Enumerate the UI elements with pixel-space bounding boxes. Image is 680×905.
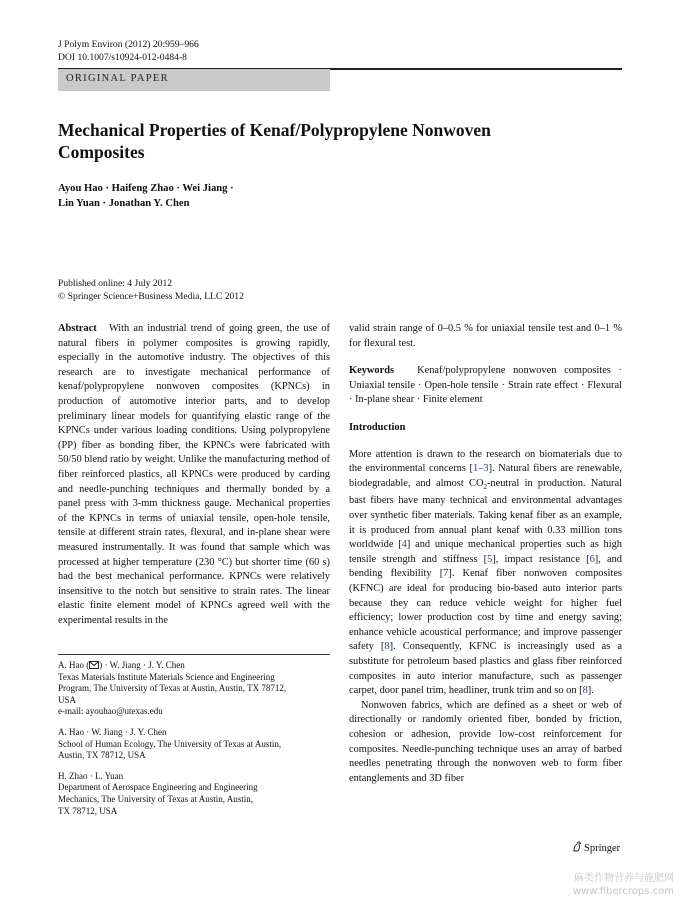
keywords-text: Kenaf/polypropylene nonwoven composites · Uniaxial tensile · Open-hole tensile · Strain rate effect · Flexural · In-plane shear · Finite element [349,365,622,406]
introduction-paragraph-2: Nonwoven fabrics, which are defined as a sheet or web of directionally or randomly oriented fiber, bonded by friction, cohesion or adhesion, provide low-cost reinforcement for composites. Needle-punching technique uses an array of barbed needles penetrating through the nonwoven web to form fiber entanglements and 3D fiber [349,699,622,784]
journal-line: J Polym Environ (2012) 20:959–966 [58,39,199,50]
citation-link[interactable]: 7 [443,568,449,580]
keywords [349,364,622,408]
watermark-line-1: 麻类作物营养与施肥网 [574,873,674,884]
publisher-name: Springer [584,843,621,854]
author-list [58,181,234,211]
introduction-paragraph-1: More attention is drawn to the research on biomaterials due to the environmental concerns [1–3]. Natural fibers are renewable, biodegradable, and almost $CO_2$-neutral in production. Natural bast fibers have many technical and environmental advantages over synthetic fiber materials. Taking kenaf fiber as an example, it is produced from annual plant kenaf with 0.33 million tons worldwide [4] and unique mechanical properties such as high tensile strength and stiffness [5], impact resistance [6], and bending flexibility [7]. Kenaf fiber nonwoven composites (KFNC) are ideal for producing bio-based auto interior parts because they can reduce vehicle weight for higher fuel efficiency; lower production cost by time and energy saving; enhance vehicle acoustical performance; and improve passenger safety [8]. Consequently, KFNC is increasingly used as a substitute for petroleum based plastics and glass fiber reinforced composites in auto interior manufacture, such as passenger carpet, door panel trim, headliner, trunk trim and so on [8]. [349,448,623,697]
springer-horse-icon [572,841,582,852]
citation-link[interactable]: 1–3 [473,463,489,475]
affiliation-rule [58,654,330,655]
abstract-column [58,322,330,628]
article-type-banner [58,69,330,91]
right-column [349,322,622,786]
published-date: Published online: 4 July 2012 [58,278,173,289]
keywords-label: Keywords [349,365,395,377]
citation-link[interactable]: 6 [589,553,595,565]
abstract-label: Abstract [58,323,97,334]
authors-line-2: Lin Yuan · Jonathan Y. Chen [58,198,190,209]
paper-title [58,119,578,163]
watermark-line-2: www.fibercrops.com [572,886,674,897]
title-line-1: Mechanical Properties of Kenaf/Polypropylene Nonwoven [58,120,491,140]
affiliations [58,660,330,826]
affiliation-1: A. Hao ( ) · W. Jiang · J. Y. Chen Texas Materials Institute Materials Science and Engineering Program, The University of Texas at Austin, Austin, TX 78712, USA e-mail: ayouhao@utexas.edu [58,660,287,717]
article-type-label: ORIGINAL PAPER [66,73,169,84]
envelope-icon [89,660,99,670]
citation-link[interactable]: 8 [582,685,588,697]
citation-link[interactable]: 8 [384,641,390,653]
publication-info [58,278,244,303]
abstract-text: With an industrial trend of going green, the use of natural fibers in polymer composites is growing rapidly, especially in the automotive industry. The objectives of this research are to investigate mechanical performance of kenaf/polypropylene nonwoven composites (KPNCs) in production of automotive interior parts, and to develop preliminary linear models for quantifying elastic range of the KPNCs under various loading conditions. Using polypropylene (PP) fiber as bonding fiber, the KPNCs were fabricated with 50/50 blend ratio by weight. Unlike the manufacturing method of fiber reinforced plastics, all KPNCs were produced by carding and needle-punching techniques and thermally bonded by a panel press with 3-mm thickness gauge. Mechanical properties of the KPNCs in terms of uniaxial tensile, open-hole tensile, tensile at different strain rates, flexural, and in-plane shear were measured instrumentally. It was found that sample which was processed at higher temperature (230 °C) but shorter time (60 s) had the best mechanical performance. KPNCs were relatively insensitive to the notch but sensitive to strain rates. The linear elastic finite element model of KPNCs agreed well with the experimental results in the [58,323,330,626]
publisher-logo [572,841,620,854]
copyright: © Springer Science+Business Media, LLC 2012 [58,290,244,302]
introduction-heading: Introduction [349,421,406,433]
affiliation-3: H. Zhao · L. Yuan Department of Aerospace Engineering and Engineering Mechanics, The University of Texas at Austin, Austin, TX 78712, USA [58,770,258,816]
doi-line: DOI 10.1007/s10924-012-0484-8 [58,52,187,63]
affiliation-2: A. Hao · W. Jiang · J. Y. Chen School of Human Ecology, The University of Texas at Austin, Austin, TX 78712, USA [58,726,282,761]
authors-line-1: Ayou Hao · Haifeng Zhao · Wei Jiang · [58,183,234,194]
abstract [58,322,330,628]
site-watermark [573,872,674,898]
citation-link[interactable]: 5 [487,553,493,565]
citation-link[interactable]: 4 [401,539,407,551]
title-line-2: Composites [58,142,145,162]
contact-email[interactable]: e-mail: ayouhao@utexas.edu [58,706,163,717]
abstract-continued: valid strain range of 0–0.5 % for uniaxial tensile test and 0–1 % for flexural test. [349,323,622,349]
journal-citation [58,38,199,64]
